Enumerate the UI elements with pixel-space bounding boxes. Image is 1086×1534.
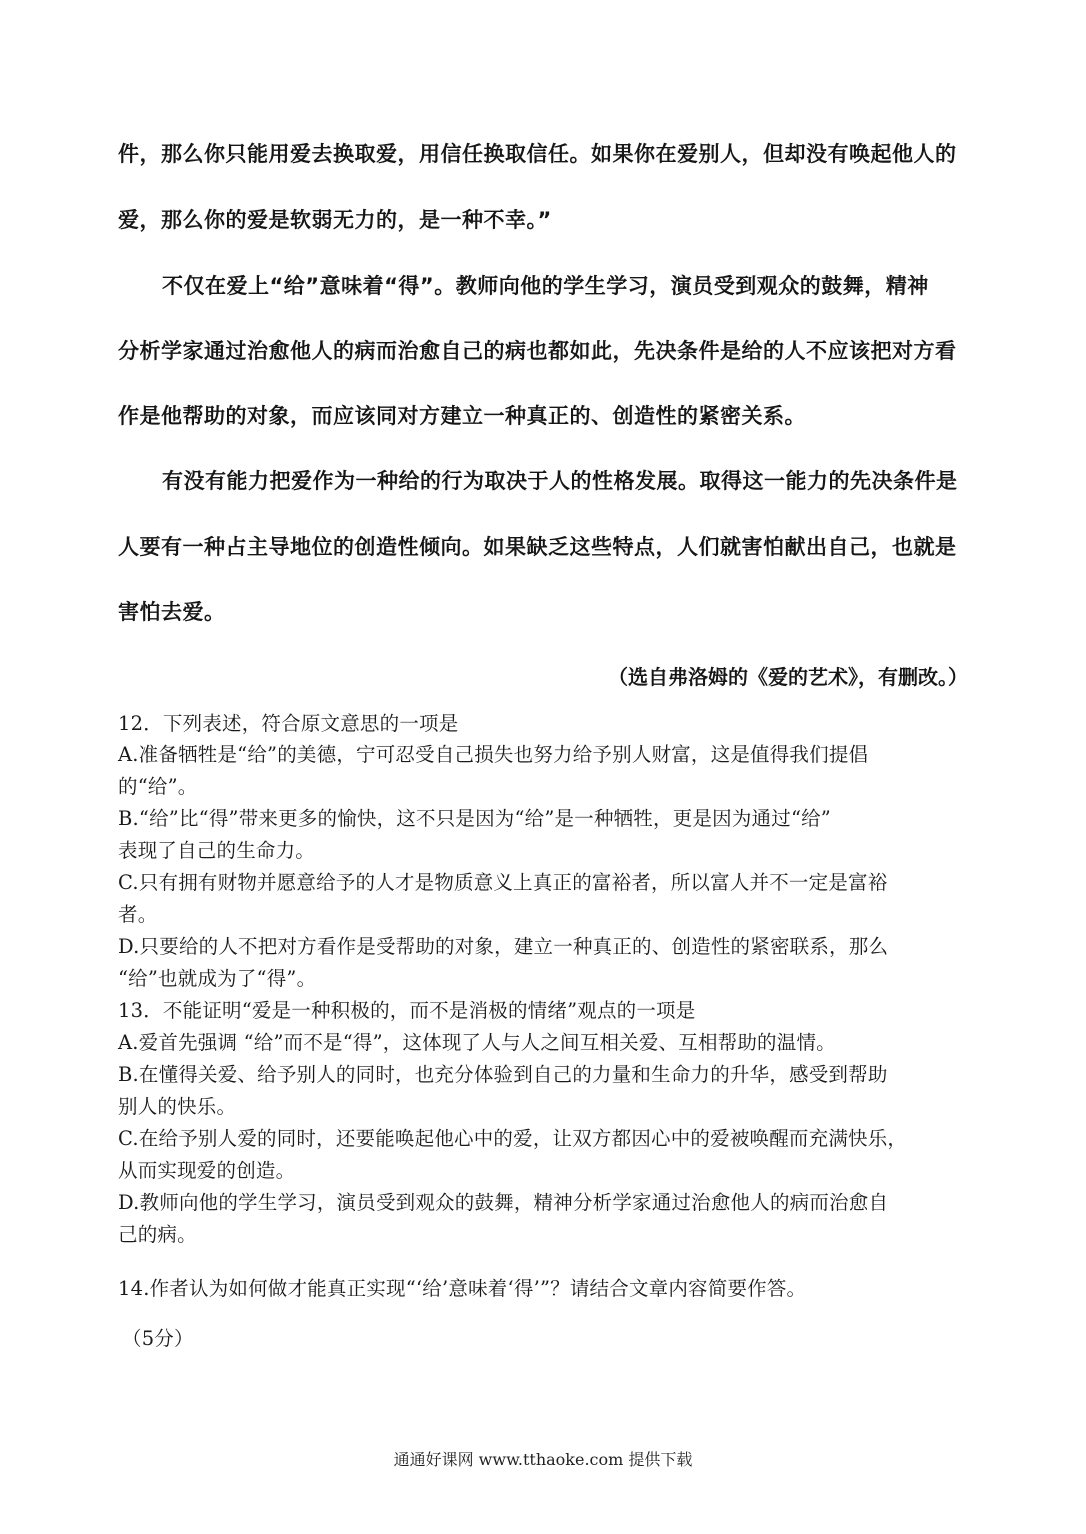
passage-line: 不仅在爱上“给”意味着“得”。教师向他的学生学习，演员受到观众的鼓舞，精神 [162,274,929,298]
passage-line: 分析学家通过治愈他人的病而治愈自己的病也都如此，先决条件是给的人不应该把对方看 [118,339,957,363]
option-d-cont: 己的病。 [118,1223,197,1246]
option-b-cont: 别人的快乐。 [118,1095,237,1118]
option-c: C.在给予别人爱的同时，还要能唤起他心中的爱，让双方都因心中的爱被唤醒而充满快乐， [118,1127,908,1150]
passage-line: 害怕去爱。 [118,600,226,624]
passage-line: 有没有能力把爱作为一种给的行为取决于人的性格发展。取得这一能力的先决条件是 [162,469,958,493]
passage-source: （选自弗洛姆的《爱的艺术》，有删改。） [608,665,968,689]
question-stem: 13．不能证明“爱是一种积极的，而不是消极的情绪”观点的一项是 [118,999,696,1022]
question-score: （5分） [122,1327,194,1350]
option-b: B.“给”比“得”带来更多的愉快，这不只是因为“给”是一种牺牲，更是因为通过“给” [118,807,831,830]
question-stem: 12．下列表述，符合原文意思的一项是 [118,712,459,735]
page-footer: 通通好课网 www.tthaoke.com 提供下载 [393,1450,693,1469]
option-a: A.爱首先强调 “给”而不是“得”，这体现了人与人之间互相关爱、互相帮助的温情。 [118,1031,836,1054]
option-c-cont: 从而实现爱的创造。 [118,1159,296,1182]
option-d: D.教师向他的学生学习，演员受到观众的鼓舞，精神分析学家通过治愈他人的病而治愈自 [118,1191,889,1214]
option-b: B.在懂得关爱、给予别人的同时，也充分体验到自己的力量和生命力的升华，感受到帮助 [118,1063,888,1086]
option-c-cont: 者。 [118,903,158,926]
option-a: A.准备牺牲是“给”的美德，宁可忍受自己损失也努力给予别人财富，这是值得我们提倡 [118,743,869,766]
option-b-cont: 表现了自己的生命力。 [118,839,316,862]
passage-line: 爱，那么你的爱是软弱无力的，是一种不幸。” [118,208,552,232]
passage-line: 人要有一种占主导地位的创造性倾向。如果缺乏这些特点，人们就害怕献出自己，也就是 [118,535,957,559]
passage-line: 作是他帮助的对象，而应该同对方建立一种真正的、创造性的紧密关系。 [118,404,806,428]
question-stem: 14.作者认为如何做才能真正实现“‘给’意味着‘得’”？请结合文章内容简要作答。 [118,1277,807,1300]
option-a-cont: 的“给”。 [118,775,198,798]
passage-line: 件，那么你只能用爱去换取爱，用信任换取信任。如果你在爱别人，但却没有唤起他人的 [118,142,957,166]
option-c: C.只有拥有财物并愿意给予的人才是物质意义上真正的富裕者，所以富人并不一定是富裕 [118,871,888,894]
option-d: D.只要给的人不把对方看作是受帮助的对象，建立一种真正的、创造性的紧密联系，那么 [118,935,889,958]
option-d-cont: “给”也就成为了“得”。 [118,967,317,990]
